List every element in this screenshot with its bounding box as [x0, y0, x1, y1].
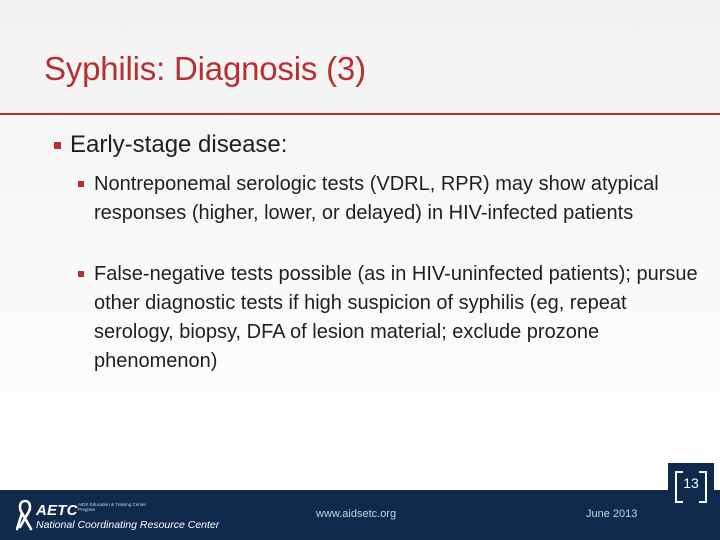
sub-bullet-1-text: Nontreponemal serologic tests (VDRL, RPR) may show atypical responses (higher, lower, or delayed) in HIV-infected patients [94, 173, 659, 224]
title-divider [0, 113, 720, 115]
page-number-box [668, 463, 714, 529]
sub-bullet-2 [78, 260, 698, 376]
ribbon-icon [16, 499, 34, 531]
logo-name: AETC [36, 502, 78, 519]
page-number: 13 [683, 475, 699, 491]
sub-bullet-2-text: False-negative tests possible (as in HIV-uninfected patients); pursue other diagnostic tests if high suspicion of syphilis (eg, repeat serology, biopsy, DFA of lesion material; exclude prozone phenomenon) [94, 263, 698, 372]
square-bullet-icon [54, 142, 61, 149]
square-bullet-icon [78, 271, 84, 277]
footer-bar [0, 490, 720, 540]
sub-bullet-1 [78, 170, 698, 228]
square-bullet-icon [78, 181, 84, 187]
logo-center-name: National Coordinating Resource Center [36, 519, 220, 531]
footer-url: www.aidsetc.org [316, 508, 397, 520]
bullet-level1-text: Early-stage disease: [70, 131, 288, 158]
aetc-logo [16, 498, 220, 532]
logo-small-text: AIDS Education & Training Center Program [78, 502, 147, 512]
slide-title: Syphilis: Diagnosis (3) [44, 50, 366, 87]
footer-date: June 2013 [586, 508, 638, 520]
